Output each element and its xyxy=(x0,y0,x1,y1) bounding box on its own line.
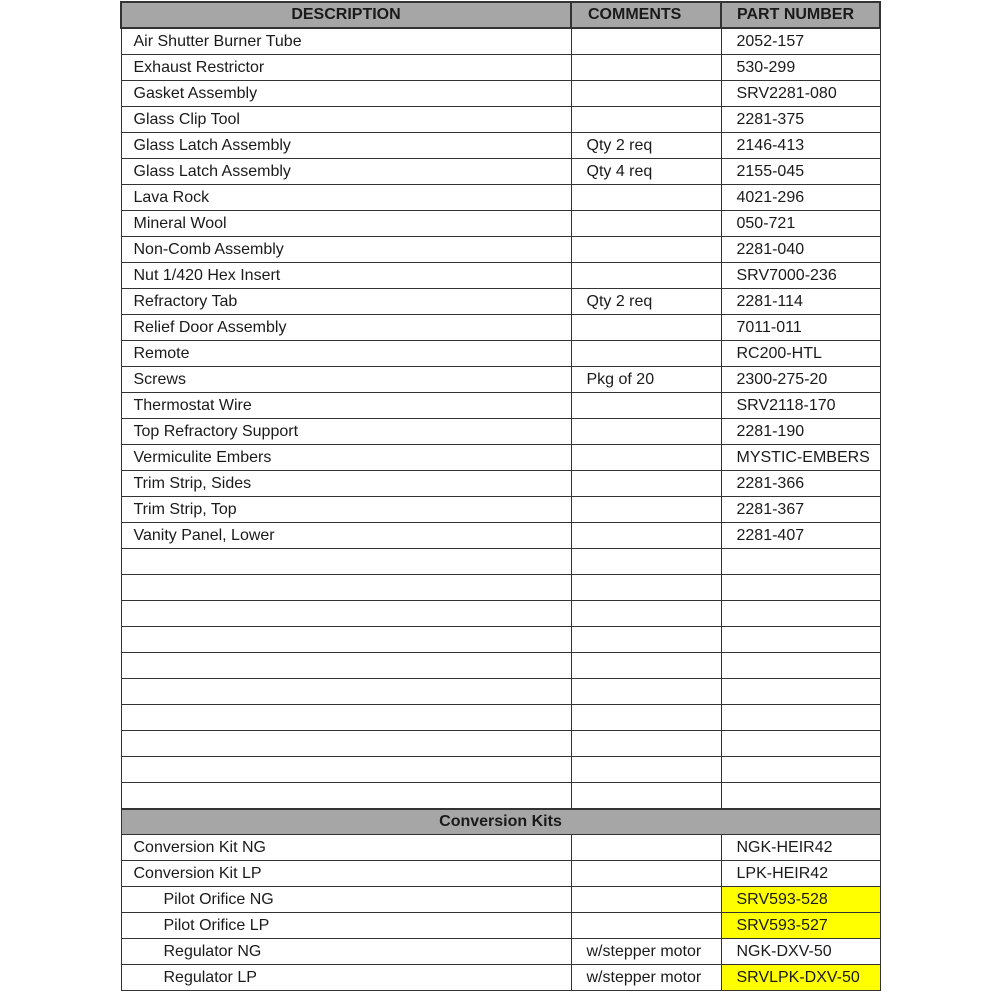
cell-description xyxy=(121,731,571,757)
cell-part-number: 2300-275-20 xyxy=(721,367,880,393)
cell-part-number: 2281-190 xyxy=(721,419,880,445)
cell-description: Air Shutter Burner Tube xyxy=(121,28,571,55)
table-row xyxy=(121,289,880,315)
cell-description: Thermostat Wire xyxy=(121,393,571,419)
cell-comments: Qty 2 req xyxy=(571,289,721,315)
cell-comments xyxy=(571,653,721,679)
header-comments: COMMENTS xyxy=(571,2,721,28)
table-row xyxy=(121,419,880,445)
cell-part-number: SRV593-527 xyxy=(721,913,880,939)
cell-comments xyxy=(571,757,721,783)
cell-part-number: SRV2118-170 xyxy=(721,393,880,419)
cell-comments: Qty 4 req xyxy=(571,159,721,185)
conversion-kit-row xyxy=(121,965,880,991)
cell-description xyxy=(121,783,571,810)
table-row xyxy=(121,471,880,497)
cell-part-number: MYSTIC-EMBERS xyxy=(721,445,880,471)
cell-comments xyxy=(571,445,721,471)
cell-comments xyxy=(571,835,721,861)
cell-part-number: RC200-HTL xyxy=(721,341,880,367)
cell-description: Trim Strip, Sides xyxy=(121,471,571,497)
cell-comments xyxy=(571,731,721,757)
cell-comments xyxy=(571,497,721,523)
parts-list-sheet xyxy=(120,1,879,991)
cell-part-number: LPK-HEIR42 xyxy=(721,861,880,887)
cell-description: Regulator LP xyxy=(121,965,571,991)
table-row xyxy=(121,497,880,523)
table-row xyxy=(121,133,880,159)
cell-description: Exhaust Restrictor xyxy=(121,55,571,81)
cell-description: Pilot Orifice NG xyxy=(121,887,571,913)
conversion-kits-title: Conversion Kits xyxy=(121,809,880,835)
cell-part-number xyxy=(721,705,880,731)
cell-description: Glass Clip Tool xyxy=(121,107,571,133)
cell-part-number: 2281-114 xyxy=(721,289,880,315)
cell-part-number: 7011-011 xyxy=(721,315,880,341)
conversion-kit-row xyxy=(121,939,880,965)
cell-comments xyxy=(571,28,721,55)
table-row xyxy=(121,159,880,185)
cell-part-number xyxy=(721,783,880,810)
table-row xyxy=(121,28,880,55)
cell-comments xyxy=(571,55,721,81)
table-row xyxy=(121,393,880,419)
cell-part-number: SRVLPK-DXV-50 xyxy=(721,965,880,991)
cell-comments xyxy=(571,549,721,575)
cell-comments: w/stepper motor xyxy=(571,939,721,965)
cell-comments xyxy=(571,471,721,497)
cell-comments: w/stepper motor xyxy=(571,965,721,991)
cell-comments xyxy=(571,211,721,237)
table-row xyxy=(121,575,880,601)
cell-description: Mineral Wool xyxy=(121,211,571,237)
cell-comments xyxy=(571,861,721,887)
table-row xyxy=(121,523,880,549)
cell-description: Remote xyxy=(121,341,571,367)
cell-description: Vanity Panel, Lower xyxy=(121,523,571,549)
conversion-kits-body xyxy=(121,835,880,991)
cell-part-number: 2281-407 xyxy=(721,523,880,549)
cell-part-number: 2052-157 xyxy=(721,28,880,55)
cell-comments xyxy=(571,107,721,133)
table-row xyxy=(121,341,880,367)
cell-description xyxy=(121,549,571,575)
table-row xyxy=(121,783,880,810)
cell-description xyxy=(121,679,571,705)
cell-part-number: 2281-366 xyxy=(721,471,880,497)
cell-description: Screws xyxy=(121,367,571,393)
cell-part-number: SRV7000-236 xyxy=(721,263,880,289)
cell-description: Glass Latch Assembly xyxy=(121,159,571,185)
cell-part-number: 2281-375 xyxy=(721,107,880,133)
cell-part-number xyxy=(721,653,880,679)
table-row xyxy=(121,679,880,705)
cell-description xyxy=(121,757,571,783)
cell-comments xyxy=(571,341,721,367)
table-row xyxy=(121,55,880,81)
table-row xyxy=(121,445,880,471)
cell-comments xyxy=(571,185,721,211)
cell-description: Lava Rock xyxy=(121,185,571,211)
cell-comments xyxy=(571,419,721,445)
cell-part-number: 530-299 xyxy=(721,55,880,81)
header-description: DESCRIPTION xyxy=(121,2,571,28)
table-row xyxy=(121,81,880,107)
cell-comments xyxy=(571,783,721,810)
cell-comments xyxy=(571,575,721,601)
cell-comments xyxy=(571,627,721,653)
cell-description: Trim Strip, Top xyxy=(121,497,571,523)
cell-part-number: SRV2281-080 xyxy=(721,81,880,107)
table-row xyxy=(121,367,880,393)
conversion-kit-row xyxy=(121,913,880,939)
cell-comments xyxy=(571,679,721,705)
parts-table xyxy=(120,1,881,991)
cell-part-number: 2281-367 xyxy=(721,497,880,523)
cell-description: Conversion Kit LP xyxy=(121,861,571,887)
cell-description xyxy=(121,575,571,601)
cell-part-number: 2155-045 xyxy=(721,159,880,185)
cell-part-number xyxy=(721,601,880,627)
cell-part-number: NGK-DXV-50 xyxy=(721,939,880,965)
conversion-kit-row xyxy=(121,887,880,913)
cell-part-number: 050-721 xyxy=(721,211,880,237)
cell-description: Regulator NG xyxy=(121,939,571,965)
cell-description: Conversion Kit NG xyxy=(121,835,571,861)
cell-description: Pilot Orifice LP xyxy=(121,913,571,939)
cell-comments xyxy=(571,315,721,341)
table-row xyxy=(121,731,880,757)
cell-comments xyxy=(571,263,721,289)
table-row xyxy=(121,653,880,679)
cell-part-number: SRV593-528 xyxy=(721,887,880,913)
table-row xyxy=(121,237,880,263)
cell-comments xyxy=(571,601,721,627)
conversion-kits-header-row xyxy=(121,809,880,835)
header-part-number: PART NUMBER xyxy=(721,2,880,28)
table-row xyxy=(121,315,880,341)
cell-part-number: 4021-296 xyxy=(721,185,880,211)
cell-description: Top Refractory Support xyxy=(121,419,571,445)
cell-description xyxy=(121,705,571,731)
cell-comments xyxy=(571,913,721,939)
cell-description xyxy=(121,627,571,653)
cell-part-number xyxy=(721,627,880,653)
cell-part-number: NGK-HEIR42 xyxy=(721,835,880,861)
table-row xyxy=(121,263,880,289)
table-row xyxy=(121,185,880,211)
cell-part-number xyxy=(721,757,880,783)
cell-comments xyxy=(571,705,721,731)
cell-part-number: 2281-040 xyxy=(721,237,880,263)
cell-comments xyxy=(571,237,721,263)
cell-description: Gasket Assembly xyxy=(121,81,571,107)
parts-body xyxy=(121,28,880,809)
cell-part-number xyxy=(721,679,880,705)
cell-part-number xyxy=(721,549,880,575)
cell-part-number xyxy=(721,731,880,757)
cell-comments: Qty 2 req xyxy=(571,133,721,159)
cell-comments xyxy=(571,393,721,419)
table-row xyxy=(121,211,880,237)
table-row xyxy=(121,107,880,133)
cell-description: Nut 1/420 Hex Insert xyxy=(121,263,571,289)
conversion-kit-row xyxy=(121,861,880,887)
cell-description: Glass Latch Assembly xyxy=(121,133,571,159)
table-row xyxy=(121,705,880,731)
cell-comments xyxy=(571,887,721,913)
cell-description xyxy=(121,653,571,679)
cell-description xyxy=(121,601,571,627)
table-row xyxy=(121,549,880,575)
cell-part-number: 2146-413 xyxy=(721,133,880,159)
conversion-kit-row xyxy=(121,835,880,861)
cell-description: Vermiculite Embers xyxy=(121,445,571,471)
cell-description: Refractory Tab xyxy=(121,289,571,315)
cell-part-number xyxy=(721,575,880,601)
table-header-row xyxy=(121,2,880,28)
cell-description: Relief Door Assembly xyxy=(121,315,571,341)
cell-comments: Pkg of 20 xyxy=(571,367,721,393)
table-row xyxy=(121,601,880,627)
cell-comments xyxy=(571,523,721,549)
cell-comments xyxy=(571,81,721,107)
cell-description: Non-Comb Assembly xyxy=(121,237,571,263)
table-row xyxy=(121,627,880,653)
table-row xyxy=(121,757,880,783)
